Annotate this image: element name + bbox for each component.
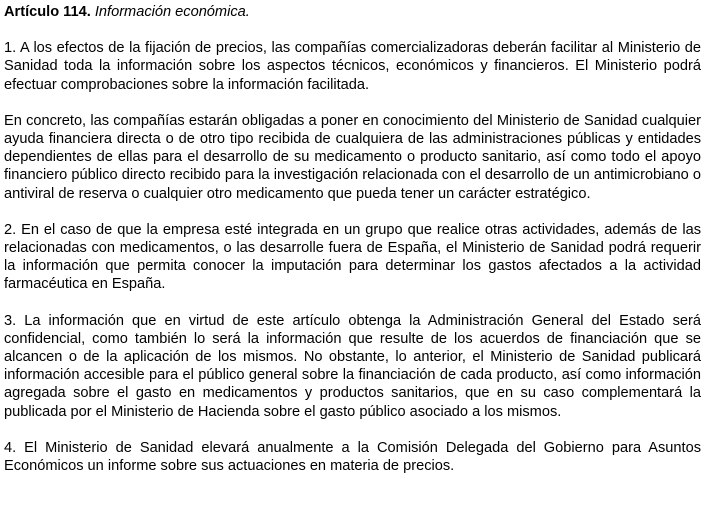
- paragraph-3: 3. La información que en virtud de este artículo obtenga la Administración General del Estado será confidencial, como también lo será la información que resulte de los acuerdos de financiación que se alcancen o de la aplicación de los mismos. No obstante, lo anterior, el Ministerio de Sanidad publicará información accesible para el público general sobre la financiación de cada producto, así como información agregada sobre el gasto en medicamentos y productos sanitarios, que en su caso complementará la publicada por el Ministerio de Hacienda sobre el gasto público asociado a los mismos.: [4, 312, 701, 420]
- article-heading: [4, 3, 701, 21]
- paragraph-1: 1. A los efectos de la fijación de precios, las compañías comercializadoras deberán facilitar al Ministerio de Sanidad toda la información sobre los aspectos técnicos, económicos y financieros. El Ministerio podrá efectuar comprobaciones sobre la información facilitada.: [4, 40, 701, 93]
- article-number: Artículo 114.: [4, 4, 91, 20]
- paragraph-1-detail: En concreto, las compañías estarán obligadas a poner en conocimiento del Ministerio de Sanidad cualquier ayuda financiera directa o de otro tipo recibida de cualquiera de las administraciones públicas y entidades dependientes de ellas para el desarrollo de su medicamento o producto sanitario, así como todo el apoyo financiero público directo recibido para la investigación relacionada con el desarrollo de un antimicrobiano o antiviral de reserva o cualquier otro medicamento que pueda tener un carácter estratégico.: [4, 112, 701, 202]
- article-title: Información económica.: [94, 4, 250, 20]
- paragraph-4: 4. El Ministerio de Sanidad elevará anualmente a la Comisión Delegada del Gobierno para Asuntos Económicos un informe sobre sus actuaciones en materia de precios.: [4, 439, 701, 475]
- paragraph-2: 2. En el caso de que la empresa esté integrada en un grupo que realice otras actividades, además de las relacionadas con medicamentos, o las desarrolle fuera de España, el Ministerio de Sanidad podrá requerir la información que permita conocer la imputación para determinar los gastos afectados a la actividad farmacéutica en España.: [4, 221, 701, 293]
